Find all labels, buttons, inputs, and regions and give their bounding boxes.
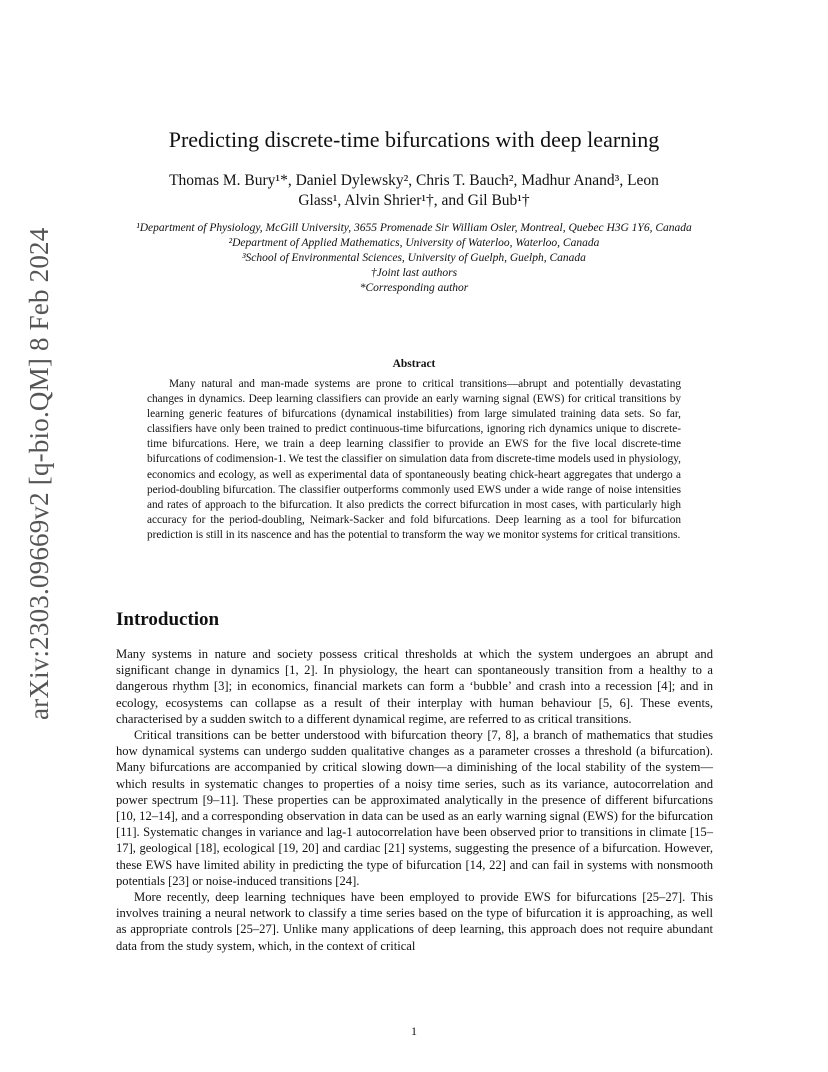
abstract-text: Many natural and man-made systems are prone to critical transitions—abrupt and potentially devastating changes in dynamics. Deep learning classifiers can provide an early warning signal (EWS) for critical transitions by learning generic features of bifurcations (dynamical instabilities) from large simulated training data sets. So far, classifiers have only been trained to predict continuous-time bifurcations, ignoring rich dynamics unique to discrete-time bifurcations. Here, we train a deep learning classifier to provide an EWS for the five local discrete-time bifurcations of codimension-1. We test the classifier on simulation data from discrete-time models used in physiology, economics and ecology, as well as experimental data of spontaneously beating chick-heart aggregates that undergo a period-doubling bifurcation. The classifier outperforms commonly used EWS under a wide range of noise intensities and rates of approach to the bifurcation. It also predicts the correct bifurcation in most cases, with particularly high accuracy for the period-doubling, Neimark-Sacker and fold bifurcations. Deep learning as a tool for bifurcation prediction is still in its nascence and has the potential to transform the way we monitor systems for critical transitions. [147,378,681,541]
author-list [130,171,698,211]
body-text [116,646,713,954]
corresponding-author-note: *Corresponding author [359,282,469,294]
section-heading: Introduction [116,609,220,630]
paper-title: Predicting discrete-time bifurcations with deep learning [168,127,660,152]
affiliation-2: ²Department of Applied Mathematics, University of Waterloo, Waterloo, Canada [228,237,600,249]
paragraph: More recently, deep learning techniques have been employed to provide EWS for bifurcations [25–27]. This involves training a neural network to classify a time series based on the type of bifurcation it is approaching, as well as appropriate controls [25–27]. Unlike many applications of deep learning, this approach does not require abundant data from the study system, which, in the context of critical [116,890,713,953]
paragraph: Many systems in nature and society possess critical thresholds at which the system undergoes an abrupt and significant change in dynamics [1, 2]. In physiology, the heart can spontaneously transition from a healthy to a dangerous rhythm [3]; in economics, financial markets can form a ‘bubble’ and crash into a recession [4]; and in ecology, ecosystems can collapse as a result of their interplay with human behaviour [5, 6]. These events, characterised by a sudden switch to a different dynamical regime, are referred to as critical transitions. [116,647,713,726]
affiliation-3: ³School of Environmental Sciences, University of Guelph, Guelph, Canada [242,252,586,264]
paragraph: Critical transitions can be better understood with bifurcation theory [7, 8], a branch of mathematics that studies how dynamical systems can undergo sudden qualitative changes as a parameter crosses a threshold (a bifurcation). Many bifurcations are accompanied by critical slowing down—a diminishing of the local stability of the system—which results in systematic changes to properties of a noisy time series, such as its variance, autocorrelation and power spectrum [9–11]. These properties can be approximated analytically in the presence of different bifurcations [10, 12–14], and a corresponding observation in data can be used as an early warning signal (EWS) for the bifurcation [11]. Systematic changes in variance and lag-1 autocorrelation have been observed prior to transitions in climate [15–17], geological [18], ecological [19, 20] and cardiac [21] systems, suggesting the presence of a bifurcation. However, these EWS have limited ability in predicting the type of bifurcation [14, 22] and can fail in systems with nonsmooth potentials [23] or noise-induced transitions [24]. [116,728,713,888]
page-number: 1 [411,1024,417,1038]
arxiv-identifier: arXiv:2303.09669v2 [q-bio.QM] 8 Feb 2024 [24,227,54,720]
joint-authors-note: †Joint last authors [370,267,458,279]
author-line-2: Glass¹, Alvin Shrier¹†, and Gil Bub¹† [298,192,530,209]
author-line-1: Thomas M. Bury¹*, Daniel Dylewsky², Chris T. Bauch², Madhur Anand³, Leon [169,172,659,189]
abstract-heading: Abstract [392,358,436,370]
affiliations [118,221,710,296]
affiliation-1: ¹Department of Physiology, McGill University, 3655 Promenade Sir William Osler, Montreal, Quebec H3G 1Y6, Canada [136,222,692,234]
